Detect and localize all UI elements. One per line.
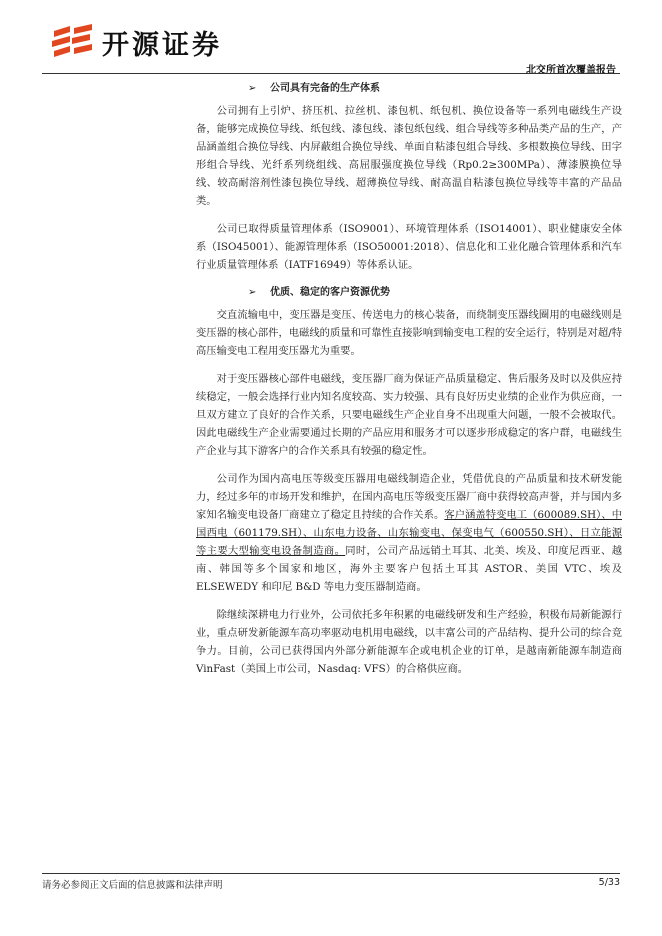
paragraph: 交直流输电中，变压器是变压、传送电力的核心装备，而绕制变压器线圈用的电磁线则是变压器的核心部件，电磁线的质量和可靠性直接影响到输变电工程的安全运行，特别是对超/特高压输变电工程用变压器尤为重要。 [196, 309, 622, 357]
arrow-bullet-icon: ➢ [248, 83, 257, 94]
paragraph: 公司已取得质量管理体系（ISO9001）、环境管理体系（ISO14001）、职业健康安全体系（ISO45001）、能源管理体系（ISO50001:2018）、信息化和工业化融合管理体系和汽车行业质量管理体系（IATF16949）等体系认证。 [196, 223, 622, 271]
arrow-bullet-icon: ➢ [248, 287, 257, 298]
footer-disclaimer: 请务必参阅正文后面的信息披露和法律声明 [42, 880, 223, 891]
brand-name: 开源证券 [102, 29, 222, 61]
kaiyuan-logo-icon [50, 22, 96, 62]
section-title: 公司具有完备的生产体系 [270, 83, 380, 94]
main-content [196, 80, 622, 688]
header-divider [42, 73, 620, 74]
customer-list-underlined: 客户涵盖特变电工（600089.SH）、中国西电（601179.SH）、山东电力设备、山东输变电、保变电气（600550.SH）、日立能源等主要大型输变电设备制造商。 [196, 509, 622, 557]
section-title: 优质、稳定的客户资源优势 [270, 287, 390, 298]
page-number: 5/33 [598, 877, 620, 888]
paragraph: 公司拥有上引炉、挤压机、拉丝机、漆包机、纸包机、换位设备等一系列电磁线生产设备，能够完成换位导线、纸包线、漆包线、漆包纸包线、组合导线等多种品类产品的生产，产品涵盖组合换位导线、内屏蔽组合换位导线、单面自粘漆包组合导线、多根数换位导线、田字形组合导线、光纤系列绕组线、高屈服强度换位导线（Rp0.2≥300MPa）、薄漆膜换位导线、较高耐溶剂性漆包换位导线、超薄换位导线、耐高温自粘漆包换位导线等丰富的产品品类。 [196, 105, 622, 207]
customer-paragraph [196, 470, 622, 596]
section-heading [196, 80, 622, 98]
paragraph-text: 同时，公司产品远销土耳其、北美、埃及、印度尼西亚、越南、韩国等多个国家和地区，海外主要客户包括土耳其 ASTOR、美国 VTC、埃及 ELSEWEDY 和印尼 B&D 等电力变压器制造商。 [196, 545, 623, 593]
report-type: 北交所首次覆盖报告 [526, 65, 616, 76]
section-heading [196, 284, 622, 302]
paragraph-text: 公司作为国内高电压等级变压器用电磁线制造企业，凭借优良的产品质量和技术研发能力，经过多年的市场开发和维护，在国内高电压等级变压器厂商中获得较高声誉，并与国内多家知名输变电设备厂商建立了稳定且持续的合作关系。 [196, 473, 622, 521]
paragraph: 除继续深耕电力行业外，公司依托多年积累的电磁线研发和生产经验，积极布局新能源行业，重点研发新能源车高功率驱动电机用电磁线，以丰富公司的产品结构、提升公司的综合竞争力。目前，公司已获得国内外部分新能源车企或电机企业的订单，是越南新能源车制造商 VinFast（美国上市公司，Nasdaq: VFS）的合格供应商。 [196, 609, 622, 675]
footer-divider [42, 873, 620, 874]
paragraph: 对于变压器核心部件电磁线，变压器厂商为保证产品质量稳定、售后服务及时以及供应持续稳定，一般会选择行业内知名度较高、实力较强、具有良好历史业绩的企业作为供应商，一旦双方建立了良好的合作关系，只要电磁线生产企业自身不出现重大问题，一般不会被取代。因此电磁线生产企业需要通过长期的产品应用和服务才可以逐步形成稳定的客户群，电磁线生产企业与其下游客户的合作关系具有较强的稳定性。 [196, 373, 622, 457]
brand-logo [50, 22, 222, 62]
